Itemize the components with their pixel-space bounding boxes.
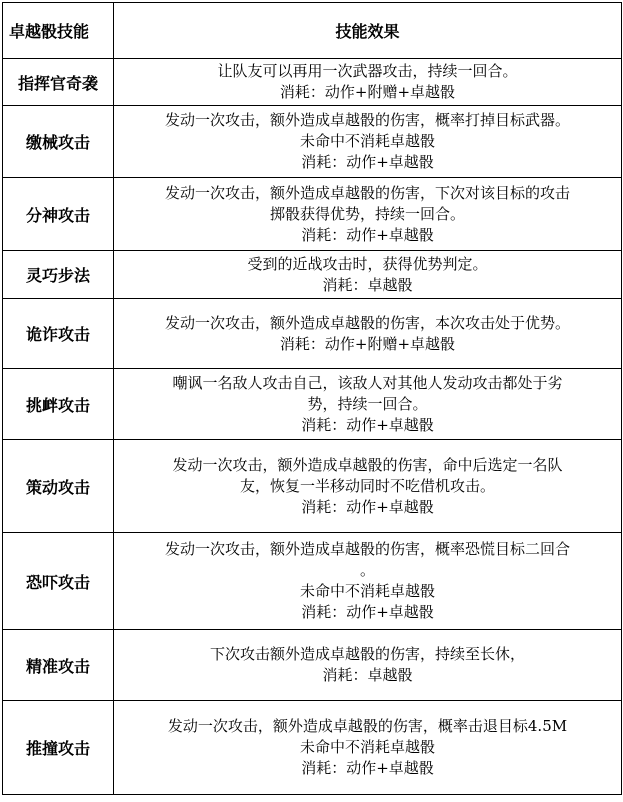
skill-effect xyxy=(114,299,622,369)
effect-line: 发动一次攻击，额外造成卓越骰的伤害，概率打掉目标武器。 xyxy=(164,111,570,129)
effect-line: 消耗：动作+卓越骰 xyxy=(301,497,434,516)
effect-line: 受到的近战攻击时，获得优势判定。 xyxy=(247,254,488,273)
table-row xyxy=(3,369,622,440)
effect-line: 发动一次攻击，额外造成卓越骰的伤害，概率恐慌目标二回合 xyxy=(164,540,570,558)
effect-line: 下次攻击额外造成卓越骰的伤害，持续至长休， xyxy=(209,645,525,663)
table-body xyxy=(3,59,622,795)
skill-name: 恐吓攻击 xyxy=(3,533,114,630)
effect-line: 消耗：动作+附赠+卓越骰 xyxy=(279,334,456,353)
table-row xyxy=(3,251,622,299)
table-row xyxy=(3,106,622,178)
skill-name: 策动攻击 xyxy=(3,440,114,533)
effect-line: 消耗：动作+卓越骰 xyxy=(301,603,434,621)
skill-name: 诡诈攻击 xyxy=(3,299,114,369)
effect-line: 发动一次攻击，额外造成卓越骰的伤害，本次攻击处于优势。 xyxy=(164,313,570,332)
table-row xyxy=(3,440,622,533)
skill-name: 缴械攻击 xyxy=(3,106,114,178)
skill-effect xyxy=(114,369,622,440)
effect-line: 友，恢复一半移动同时不吃借机攻击。 xyxy=(239,476,495,495)
skill-name: 指挥官奇袭 xyxy=(3,59,114,106)
skill-name: 精准攻击 xyxy=(3,630,114,701)
skill-effect xyxy=(114,59,622,106)
table-header-row xyxy=(3,3,622,59)
skill-name: 分神攻击 xyxy=(3,178,114,251)
table-row xyxy=(3,59,622,106)
effect-line: 未命中不消耗卓越骰 xyxy=(299,132,435,150)
skill-effect xyxy=(114,178,622,251)
effect-line: 掷骰获得优势，持续一回合。 xyxy=(269,204,465,223)
effect-line: 消耗：卓越骰 xyxy=(322,275,413,294)
skill-effect xyxy=(114,440,622,533)
table-row xyxy=(3,630,622,701)
skill-effect xyxy=(114,533,622,630)
effect-line: 消耗：动作+卓越骰 xyxy=(301,153,434,171)
column-header-skill: 卓越骰技能 xyxy=(3,3,114,59)
effect-line: 未命中不消耗卓越骰 xyxy=(299,582,435,600)
effect-line: 消耗：动作+卓越骰 xyxy=(301,759,434,777)
effect-line: 势，持续一回合。 xyxy=(307,394,428,413)
effect-line: 发动一次攻击，额外造成卓越骰的伤害，概率击退目标4.5M xyxy=(167,717,568,735)
effect-line: 消耗：卓越骰 xyxy=(322,666,413,684)
effect-line: 嘲讽一名敌人攻击自己，该敌人对其他人发动攻击都处于劣 xyxy=(172,373,563,392)
table-row xyxy=(3,299,622,369)
skill-effect xyxy=(114,701,622,795)
effect-line: 让队友可以再用一次武器攻击，持续一回合。 xyxy=(217,62,518,80)
table-row xyxy=(3,533,622,630)
effect-line: 消耗：动作+卓越骰 xyxy=(301,225,434,244)
skill-name: 挑衅攻击 xyxy=(3,369,114,440)
skills-table xyxy=(2,2,622,795)
skill-name: 灵巧步法 xyxy=(3,251,114,299)
effect-line: 消耗：动作+附赠+卓越骰 xyxy=(279,83,456,101)
table-row xyxy=(3,178,622,251)
table-row xyxy=(3,701,622,795)
effect-line: 。 xyxy=(359,561,375,579)
effect-line: 未命中不消耗卓越骰 xyxy=(299,738,435,756)
skill-effect xyxy=(114,106,622,178)
effect-line: 消耗：动作+卓越骰 xyxy=(301,415,434,434)
skill-name: 推撞攻击 xyxy=(3,701,114,795)
effect-line: 发动一次攻击，额外造成卓越骰的伤害，命中后选定一名队 xyxy=(172,455,563,474)
skill-effect xyxy=(114,251,622,299)
effect-line: 发动一次攻击，额外造成卓越骰的伤害，下次对该目标的攻击 xyxy=(164,183,570,202)
column-header-effect: 技能效果 xyxy=(114,3,622,59)
skill-effect xyxy=(114,630,622,701)
